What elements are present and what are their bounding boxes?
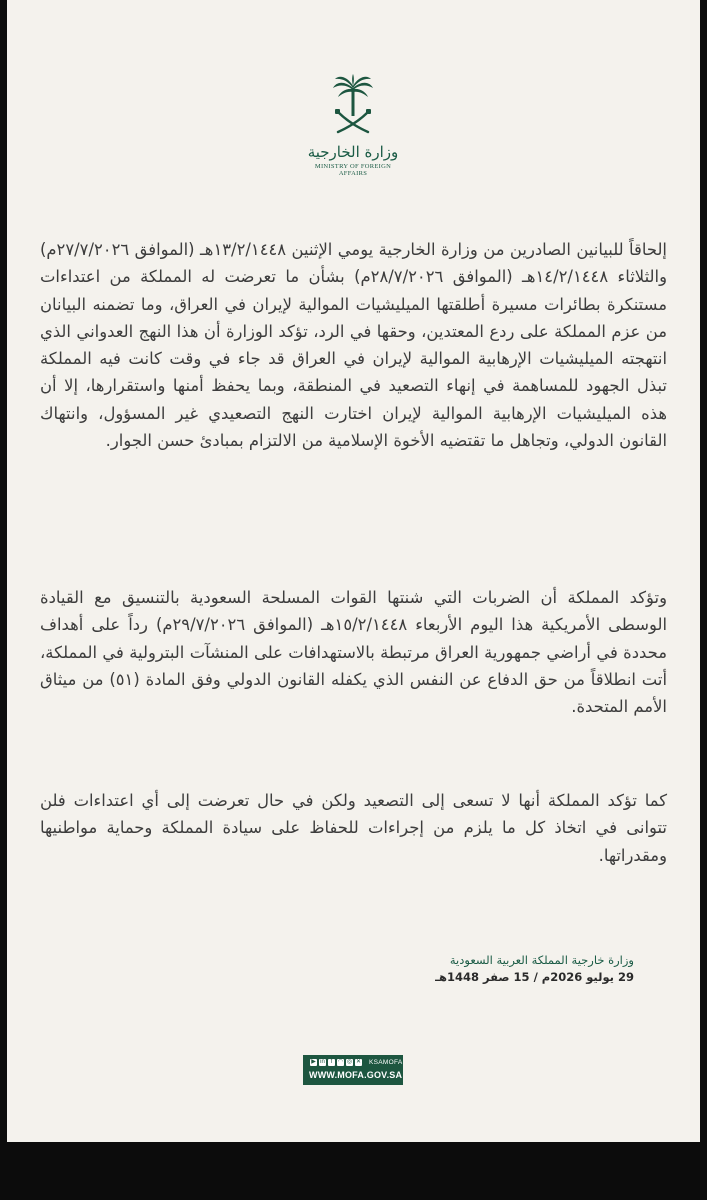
social-handle[interactable]: KSAMOFA <box>369 1059 403 1066</box>
instagram-icon[interactable]: ◎ <box>346 1059 353 1065</box>
logo-english-text: MINISTRY OF FOREIGN AFFAIRS <box>314 163 392 177</box>
x-icon[interactable]: ✕ <box>355 1059 362 1065</box>
website-link[interactable]: WWW.MOFA.GOV.SA <box>309 1070 403 1080</box>
signature-date: 29 يوليو 2026م / 15 صفر 1448هـ <box>435 970 634 984</box>
footer-contact-box <box>303 1055 403 1085</box>
ministry-logo <box>301 74 405 177</box>
snapchat-icon[interactable]: ◠ <box>337 1059 344 1065</box>
facebook-icon[interactable]: f <box>328 1059 335 1066</box>
linkedin-icon[interactable]: in <box>320 1059 325 1065</box>
palm-swords-emblem-icon <box>332 74 374 140</box>
frame-bottom-border <box>0 1142 707 1200</box>
logo-arabic-text: وزارة الخارجية <box>307 143 399 161</box>
statement-paragraph-3: كما تؤكد المملكة أنها لا تسعى إلى التصعيد ولكن في حال تعرضت إلى أي اعتداءات فلن تتوانى في اتخاذ كل ما يلزم من إجراءات للحفاظ على سيادة المملكة وحماية مواطنيها ومقدراتها. <box>40 791 667 865</box>
signature-block <box>435 952 634 986</box>
statement-paragraph-2: وتؤكد المملكة أن الضربات التي شنتها القوات المسلحة السعودية بالتنسيق مع القيادة الوسطى الأمريكية هذا اليوم الأربعاء ١٥/٢/١٤٤٨هـ (الموافق ٢٩/٧/٢٠٢٦م) رداً على أهداف محددة في أراضي جمهورية العراق مرتبطة بالاستهدافات على المنشآت البترولية في المملكة، أتت انطلاقاً من حق الدفاع عن النفس الذي يكفله القانون الدولي وفق المادة (٥١) من ميثاق الأمم المتحدة. <box>40 588 667 717</box>
frame-right-border <box>700 0 707 1200</box>
signature-organization: وزارة خارجية المملكة العربية السعودية <box>449 953 634 967</box>
statement-paragraph-1: إلحاقاً للبيانين الصادرين من وزارة الخارجية يومي الإثنين ١٣/٢/١٤٤٨هـ (الموافق ٢٧/٧/٢٠٢٦م) والثلاثاء ١٤/٢/١٤٤٨هـ (الموافق ٢٨/٧/٢٠٢٦م) بشأن ما تعرضت له المملكة من اعتداءات مستنكرة بطائرات مسيرة أطلقتها الميليشيات الموالية لإيران في العراق، وما تضمنه البيانان من عزم المملكة على ردع المعتدين، وحقها في الرد، تؤكد الوزارة أن هذا النهج العدواني الذي انتهجته الميليشيات الإرهابية الموالية لإيران في العراق قد جاء في وقت كانت فيه المملكة تبذل الجهود للمساهمة في إنهاء التصعيد في المنطقة، وبما يحفظ أمنها واستقرارها، إلا أن هذه الميليشيات الإرهابية الموالية لإيران اختارت النهج التصعيدي غير المسؤول، وانتهاك القانون الدولي، وتجاهل ما تقتضيه الأخوة الإسلامية من الالتزام بمبادئ حسن الجوار. <box>40 240 667 451</box>
frame-left-border <box>0 0 7 1200</box>
youtube-icon[interactable]: ▶ <box>311 1059 316 1065</box>
social-icons-row <box>310 1059 362 1066</box>
